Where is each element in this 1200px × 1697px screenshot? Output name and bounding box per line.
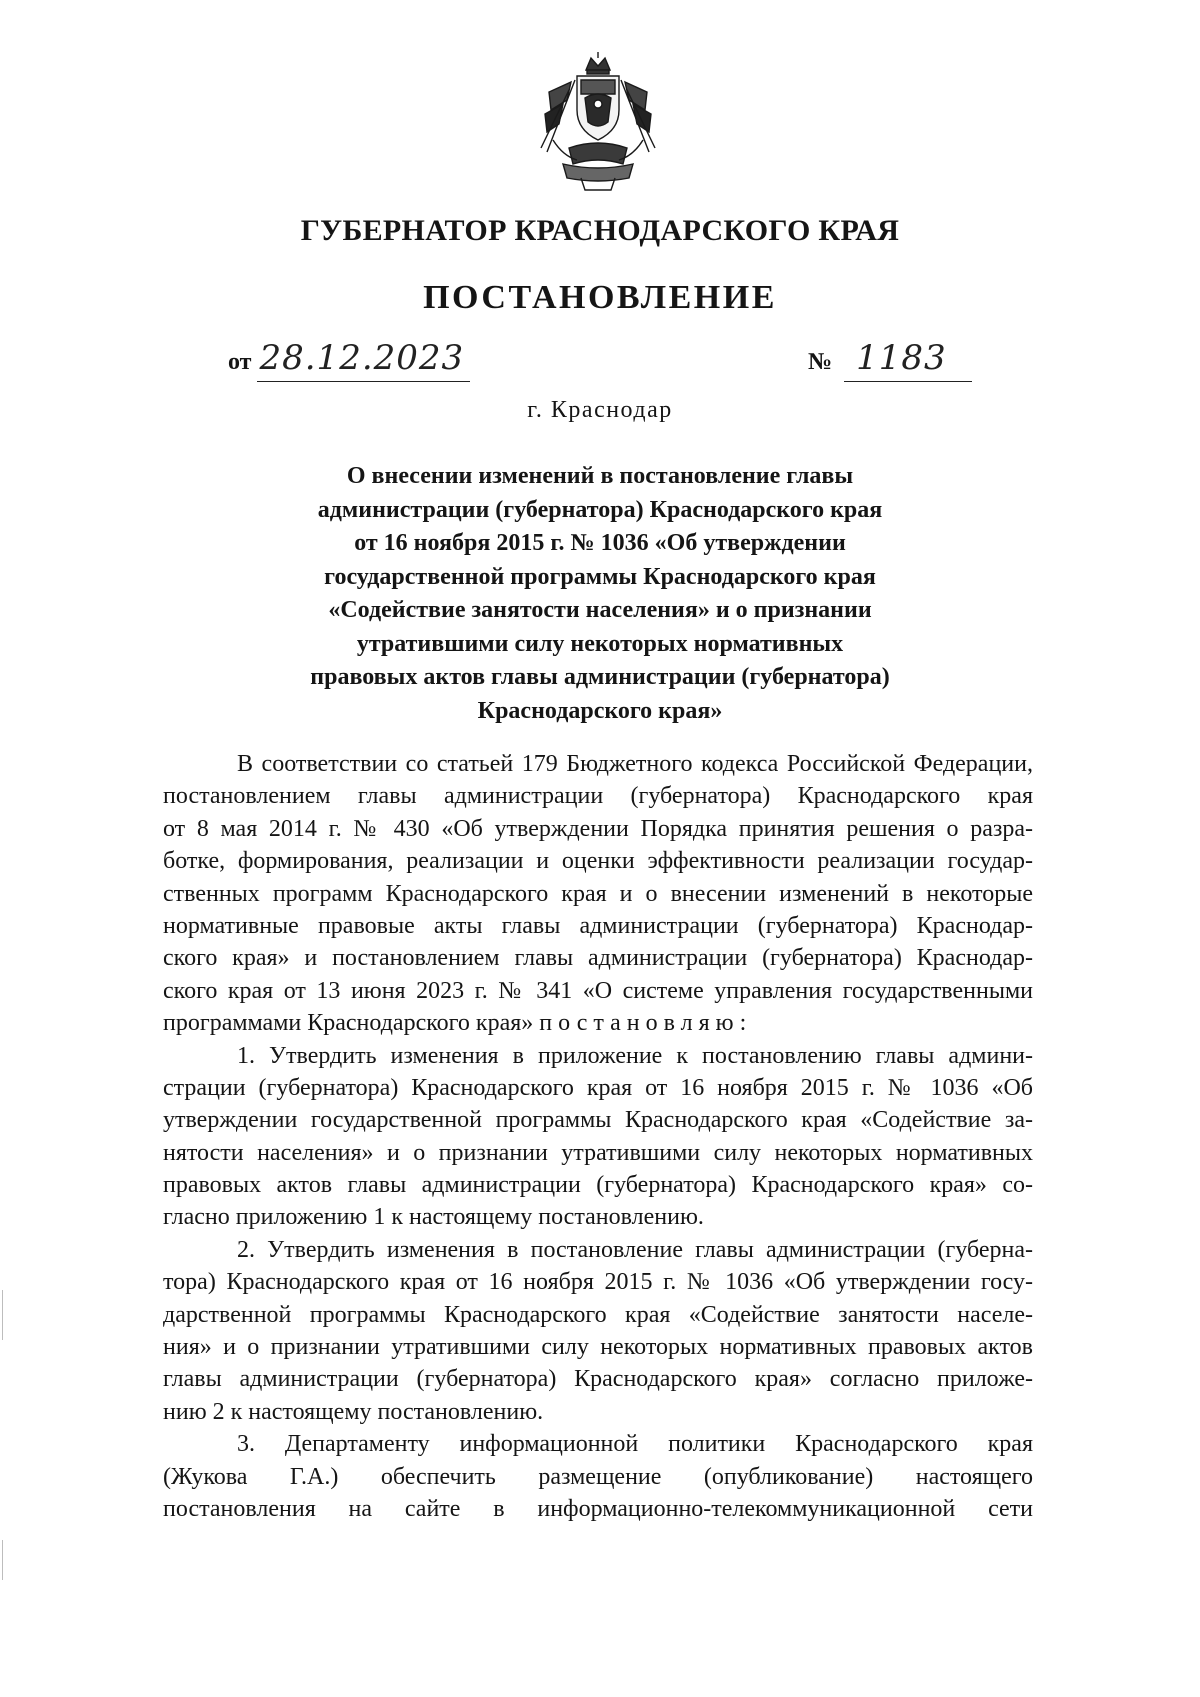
item-1-line: нятости населения» и о признании утратившими силу некоторых нормативных (163, 1139, 1033, 1166)
number-field (844, 339, 972, 382)
date-field (257, 339, 470, 382)
subject-line: администрации (губернатора) Краснодарского края (317, 496, 883, 523)
item-3-line: постановления на сайте в информационно-телекоммуникационной сети (163, 1495, 1033, 1522)
preamble-line: от 8 мая 2014 г. № 430 «Об утверждении Порядка принятия решения о разра- (163, 815, 1033, 842)
preamble-line: ского края» и постановлением главы администрации (губернатора) Краснодар- (163, 945, 1033, 972)
number-prefix: № (808, 349, 833, 375)
issuing-authority: ГУБЕРНАТОР КРАСНОДАРСКОГО КРАЯ (300, 214, 900, 247)
issue-city: г. Краснодар (527, 397, 673, 423)
preamble-line: нормативные правовые акты главы администрации (губернатора) Краснодар- (163, 912, 1033, 939)
item-1-line: правовых актов главы администрации (губернатора) Краснодарского края» со- (163, 1172, 1033, 1199)
decree-word: постановляю: (539, 1010, 753, 1037)
item-1-line: гласно приложению 1 к настоящему постановлению. (163, 1204, 704, 1231)
item-2-line: тора) Краснодарского края от 16 ноября 2015 г. № 1036 «Об утверждении госу- (163, 1269, 1033, 1296)
item-2-line: главы администрации (губернатора) Краснодарского края» согласно приложе- (163, 1366, 1033, 1393)
item-3-line: 3. Департаменту информационной политики Краснодарского края (237, 1431, 1033, 1458)
handwritten-number: 1183 (856, 338, 947, 378)
subject-line: правовых актов главы администрации (губернатора) (310, 664, 890, 690)
document-number-line (808, 339, 972, 383)
item-1-line: утверждении государственной программы Краснодарского края «Содействие за- (163, 1107, 1033, 1134)
coat-of-arms-emblem (533, 52, 663, 192)
document-type: ПОСТАНОВЛЕНИЕ (423, 279, 777, 316)
document-body (163, 748, 1033, 1525)
preamble-line: ского края от 13 июня 2023 г. № 341 «О системе управления государственными (163, 977, 1033, 1004)
item-3-line: (Жукова Г.А.) обеспечить размещение (опубликование) настоящего (163, 1463, 1033, 1490)
item-2-line: нию 2 к настоящему постановлению. (163, 1398, 544, 1425)
date-prefix: от (228, 349, 252, 375)
subject-line: Краснодарского края» (477, 697, 723, 724)
scan-artifact (2, 1540, 3, 1580)
document-subject (200, 460, 1000, 728)
document-date-line (228, 339, 470, 383)
subject-line: утратившими силу некоторых нормативных (356, 630, 844, 657)
item-1-line: страции (губернатора) Краснодарского края от 16 ноября 2015 г. № 1036 «Об (163, 1074, 1033, 1101)
preamble-last-line (163, 1007, 1033, 1039)
preamble-line: В соответствии со статьей 179 Бюджетного кодекса Российской Федерации, (237, 751, 1033, 777)
preamble-last-text: программами Краснодарского края» (163, 1010, 534, 1037)
handwritten-date: 28.12.2023 (259, 338, 465, 378)
preamble-line: постановлением главы администрации (губернатора) Краснодарского края (163, 783, 1033, 810)
subject-line: О внесении изменений в постановление главы (346, 463, 854, 489)
item-1-line: 1. Утвердить изменения в приложение к постановлению главы админи- (237, 1042, 1033, 1069)
preamble-line: ственных программ Краснодарского края и о внесении изменений в некоторые (163, 880, 1033, 907)
subject-line: государственной программы Краснодарского края (324, 563, 876, 590)
item-2-line: ния» и о признании утратившими силу некоторых нормативных правовых актов (163, 1334, 1033, 1361)
preamble-line: ботке, формирования, реализации и оценки эффективности реализации государ- (163, 848, 1033, 875)
subject-line: от 16 ноября 2015 г. № 1036 «Об утверждении (354, 530, 846, 556)
item-2-line: 2. Утвердить изменения в постановление главы администрации (губерна- (237, 1236, 1033, 1263)
subject-line: «Содействие занятости населения» и о признании (328, 597, 872, 623)
scan-artifact (2, 1290, 3, 1340)
item-2-line: дарственной программы Краснодарского края «Содействие занятости населе- (163, 1301, 1033, 1328)
